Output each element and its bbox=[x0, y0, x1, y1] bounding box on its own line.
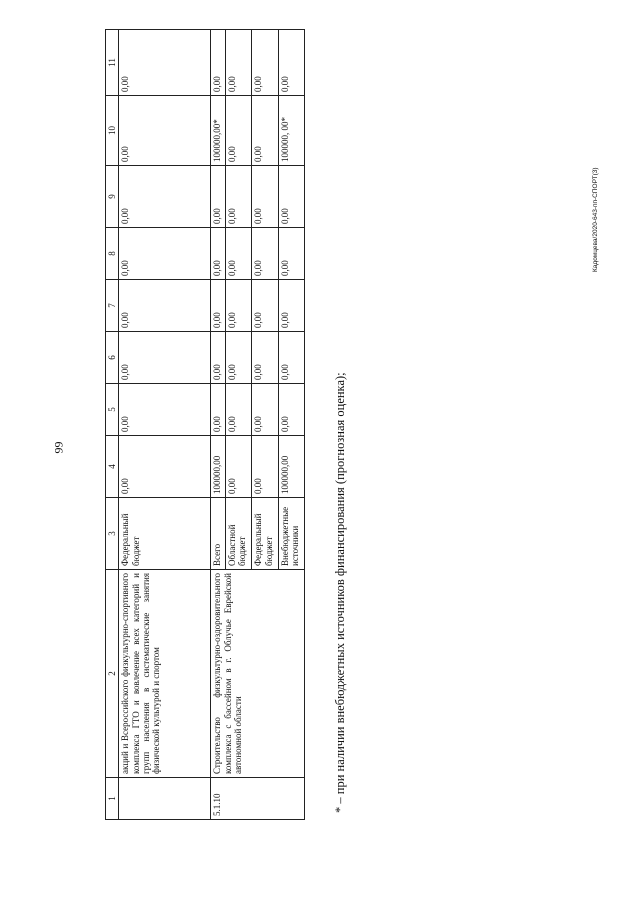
value-cell: 0,00 bbox=[119, 436, 211, 498]
value-cell: 0,00 bbox=[119, 332, 211, 384]
source-cell: Федеральный бюджет bbox=[119, 498, 211, 570]
value-cell: 0,00 bbox=[226, 280, 252, 332]
value-cell: 0,00 bbox=[226, 332, 252, 384]
value-cell: 0,00 bbox=[211, 332, 226, 384]
value-cell: 0,00 bbox=[252, 384, 278, 436]
value-cell: 0,00 bbox=[252, 228, 278, 280]
value-cell: 0,00 bbox=[278, 228, 304, 280]
document-stamp: Кадомцева/2020-643-пп-СПОРТ(3) bbox=[592, 167, 599, 272]
financing-table bbox=[105, 29, 305, 820]
value-cell: 0,00 bbox=[226, 96, 252, 166]
table-row bbox=[119, 30, 211, 820]
value-cell: 0,00 bbox=[278, 30, 304, 96]
value-cell: 0,00 bbox=[211, 228, 226, 280]
value-cell: 0,00 bbox=[252, 280, 278, 332]
header-cell: 1 bbox=[106, 778, 119, 820]
source-cell: Всего bbox=[211, 498, 226, 570]
header-cell: 5 bbox=[106, 384, 119, 436]
source-cell: Федеральный бюджет bbox=[252, 498, 278, 570]
header-cell: 3 bbox=[106, 498, 119, 570]
header-cell: 11 bbox=[106, 30, 119, 96]
value-cell: 0,00 bbox=[252, 96, 278, 166]
value-cell: 0,00 bbox=[252, 166, 278, 228]
header-cell: 10 bbox=[106, 96, 119, 166]
value-cell: 0,00 bbox=[252, 436, 278, 498]
value-cell: 0,00 bbox=[226, 384, 252, 436]
table-row bbox=[211, 30, 226, 820]
header-cell: 9 bbox=[106, 166, 119, 228]
value-cell: 100000,00 bbox=[278, 436, 304, 498]
stamp-container bbox=[592, 82, 604, 302]
value-cell: 0,00 bbox=[211, 166, 226, 228]
value-cell: 0,00 bbox=[226, 436, 252, 498]
value-cell: 0,00 bbox=[119, 280, 211, 332]
value-cell: 100000, 00* bbox=[278, 96, 304, 166]
value-cell: 100000,00* bbox=[211, 96, 226, 166]
value-cell: 0,00 bbox=[119, 30, 211, 96]
row-number-cell bbox=[119, 778, 211, 820]
value-cell: 0,00 bbox=[252, 30, 278, 96]
value-cell: 0,00 bbox=[119, 96, 211, 166]
value-cell: 0,00 bbox=[119, 384, 211, 436]
value-cell: 0,00 bbox=[278, 384, 304, 436]
value-cell: 0,00 bbox=[211, 280, 226, 332]
header-row bbox=[106, 30, 119, 820]
page-number: 99 bbox=[51, 441, 66, 454]
footnote: * – при наличии внебюджетных источников финансирования (прогнозная оценка); bbox=[333, 372, 347, 813]
table-container bbox=[105, 30, 305, 820]
header-cell: 8 bbox=[106, 228, 119, 280]
value-cell: 0,00 bbox=[226, 228, 252, 280]
value-cell: 0,00 bbox=[211, 30, 226, 96]
value-cell: 0,00 bbox=[226, 166, 252, 228]
value-cell: 0,00 bbox=[278, 166, 304, 228]
source-cell: Областной бюджет bbox=[226, 498, 252, 570]
value-cell: 0,00 bbox=[278, 280, 304, 332]
row-number-cell: 5.1.10 bbox=[211, 778, 305, 820]
value-cell: 0,00 bbox=[278, 332, 304, 384]
value-cell: 0,00 bbox=[119, 166, 211, 228]
header-cell: 6 bbox=[106, 332, 119, 384]
description-cell: Строительство физкультурно-оздоровительного комплекса с бассейном в г. Облучье Еврейской автономной области bbox=[211, 570, 305, 778]
value-cell: 0,00 bbox=[226, 30, 252, 96]
footnote-container bbox=[333, 283, 353, 813]
header-cell: 4 bbox=[106, 436, 119, 498]
value-cell: 0,00 bbox=[211, 384, 226, 436]
value-cell: 100000,00 bbox=[211, 436, 226, 498]
header-cell: 7 bbox=[106, 280, 119, 332]
header-cell: 2 bbox=[106, 570, 119, 778]
source-cell: Внебюджетные источники bbox=[278, 498, 304, 570]
description-cell: акций и Всероссийского физкультурно-спортивного комплекса ГТО и вовлечение всех категорий и групп населения в систематические занятия физической культурой и спортом bbox=[119, 570, 211, 778]
value-cell: 0,00 bbox=[252, 332, 278, 384]
value-cell: 0,00 bbox=[119, 228, 211, 280]
